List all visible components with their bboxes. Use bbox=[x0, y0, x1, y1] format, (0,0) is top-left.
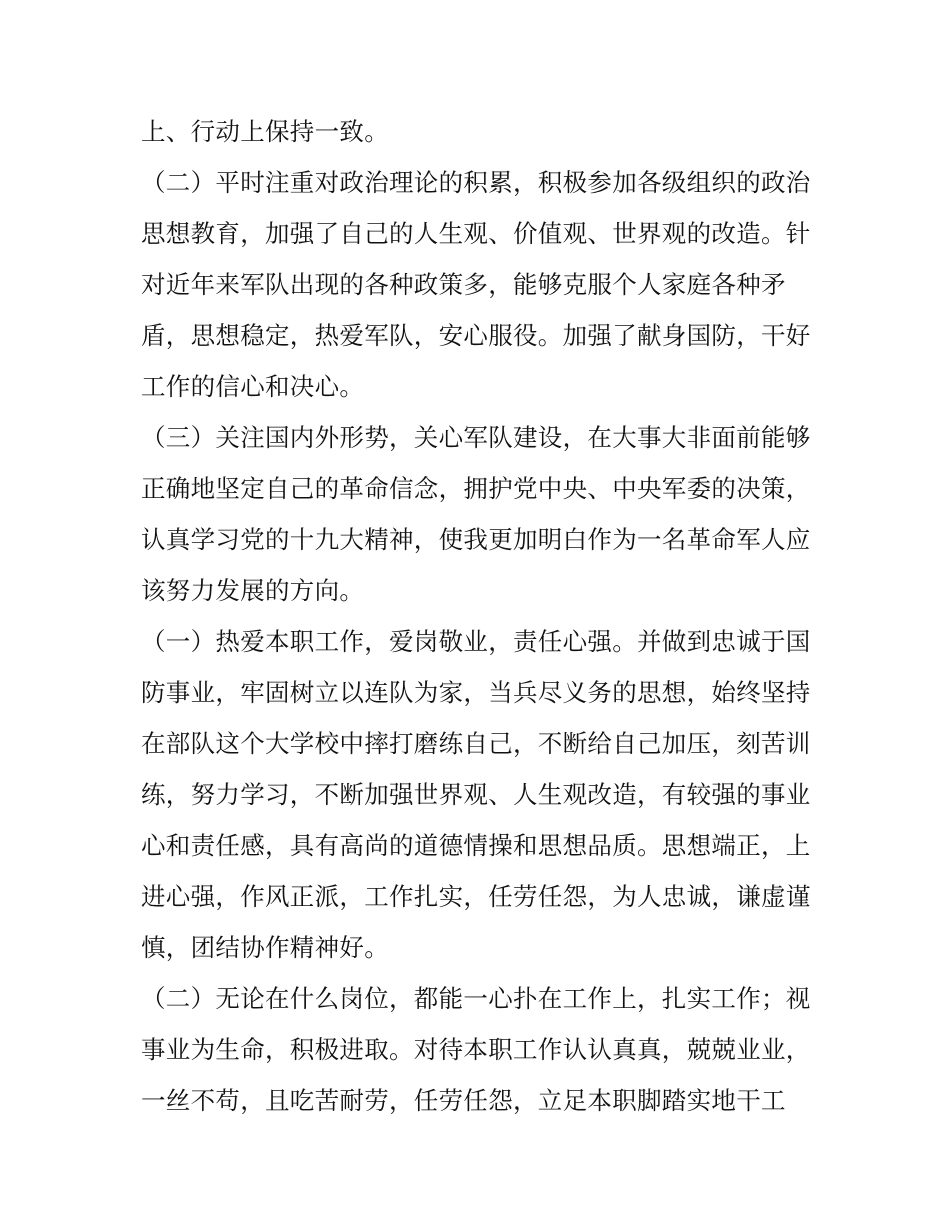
text-line: 事业为生命，积极进取。对待本职工作认认真真，兢兢业业， bbox=[141, 1035, 811, 1064]
text-line: （一）热爱本职工作，爱岗敬业，责任心强。并做到忠诚于国 bbox=[141, 627, 811, 656]
text-line: （二）平时注重对政治理论的积累，积极参加各级组织的政治 bbox=[141, 168, 811, 197]
text-line: 认真学习党的十九大精神，使我更加明白作为一名革命军人应 bbox=[141, 525, 811, 554]
document-body bbox=[141, 106, 821, 1126]
text-line: 该努力发展的方向。 bbox=[141, 576, 365, 605]
text-line: 进心强，作风正派，工作扎实，任劳任怨，为人忠诚，谦虚谨 bbox=[141, 882, 811, 911]
text-line: 练，努力学习，不断加强世界观、人生观改造，有较强的事业 bbox=[141, 780, 811, 809]
text-line: 慎，团结协作精神好。 bbox=[141, 933, 389, 962]
text-line: 对近年来军队出现的各种政策多，能够克服个人家庭各种矛 bbox=[141, 270, 786, 299]
text-line: 一丝不苟，且吃苦耐劳，任劳任怨，立足本职脚踏实地干工 bbox=[141, 1086, 786, 1115]
text-line: （三）关注国内外形势，关心军队建设，在大事大非面前能够 bbox=[141, 423, 811, 452]
text-line: 心和责任感，具有高尚的道德情操和思想品质。思想端正，上 bbox=[141, 831, 811, 860]
text-line: （二）无论在什么岗位，都能一心扑在工作上，扎实工作；视 bbox=[141, 984, 811, 1013]
text-line: 上、行动上保持一致。 bbox=[141, 117, 389, 146]
text-line: 工作的信心和决心。 bbox=[141, 372, 365, 401]
text-line: 正确地坚定自己的革命信念，拥护党中央、中央军委的决策， bbox=[141, 474, 811, 503]
text-line: 防事业，牢固树立以连队为家，当兵尽义务的思想，始终坚持 bbox=[141, 678, 811, 707]
text-line: 思想教育，加强了自己的人生观、价值观、世界观的改造。针 bbox=[141, 219, 811, 248]
text-line: 盾，思想稳定，热爱军队，安心服役。加强了献身国防，干好 bbox=[141, 321, 811, 350]
text-line: 在部队这个大学校中摔打磨练自己，不断给自己加压，刻苦训 bbox=[141, 729, 811, 758]
